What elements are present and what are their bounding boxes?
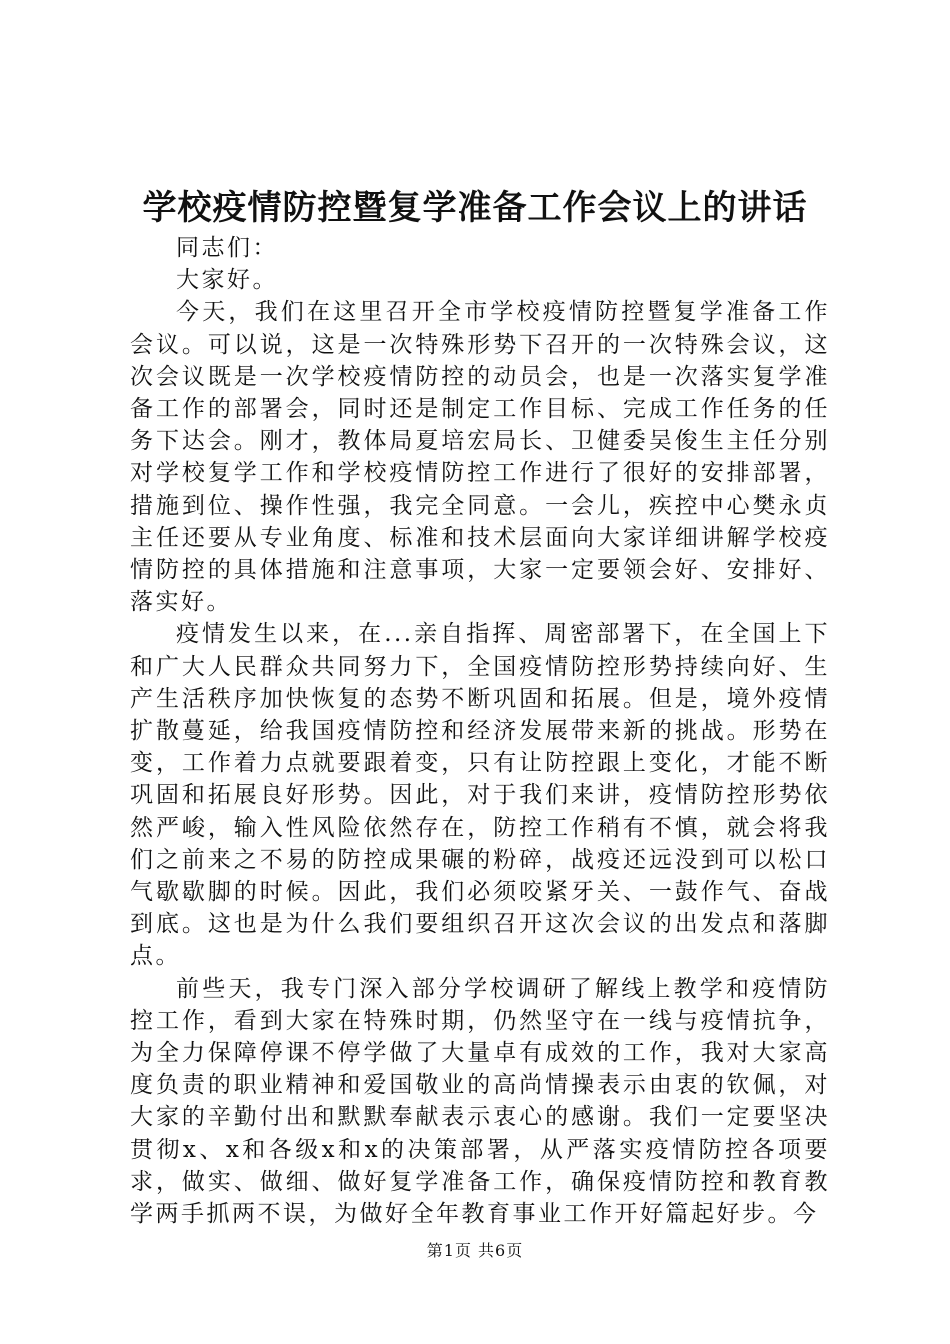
paragraph-1: 今天，我们在这里召开全市学校疫情防控暨复学准备工作会议。可以说，这是一次特殊形势下召开的一次特殊会议，这次会议既是一次学校疫情防控的动员会，也是一次落实复学准备工作的部署会，同时还是制定工作目标、完成工作任务的任务下达会。刚才，教体局夏培宏局长、卫健委吴俊生主任分别对学校复学工作和学校疫情防控工作进行了很好的安排部署，措施到位、操作性强，我完全同意。一会儿，疾控中心樊永贞主任还要从专业角度、标准和技术层面向大家详细讲解学校疫情防控的具体措施和注意事项，大家一定要领会好、安排好、落实好。 <box>130 299 830 616</box>
paragraph-3: 前些天，我专门深入部分学校调研了解线上教学和疫情防控工作，看到大家在特殊时期，仍然坚守在一线与疫情抗争，为全力保障停课不停学做了大量卓有成效的工作，我对大家高度负责的职业精神和爱国敬业的高尚情操表示由衷的钦佩，对大家的辛勤付出和默默奉献表示衷心的感谢。我们一定要坚决贯彻x、x和各级x和x的决策部署，从严落实疫情防控各项要求，做实、做细、做好复学准备工作，确保疫情防控和教育教学两手抓两不误，为做好全年教育事业工作开好篇起好步。今 <box>130 975 830 1228</box>
page-number-footer: 第1页 共6页 <box>426 1241 524 1260</box>
document-title: 学校疫情防控暨复学准备工作会议上的讲话 <box>142 188 808 228</box>
greeting: 大家好。 <box>176 267 278 294</box>
document-body <box>130 232 830 1230</box>
paragraph-2: 疫情发生以来，在...亲自指挥、周密部署下，在全国上下和广大人民群众共同努力下，全国疫情防控形势持续向好、生产生活秩序加快恢复的态势不断巩固和拓展。但是，境外疫情扩散蔓延，给我国疫情防控和经济发展带来新的挑战。形势在变，工作着力点就要跟着变，只有让防控跟上变化，才能不断巩固和拓展良好形势。因此，对于我们来讲，疫情防控形势依然严峻，输入性风险依然存在，防控工作稍有不慎，就会将我们之前来之不易的防控成果碾的粉碎，战疫还远没到可以松口气歇歇脚的时候。因此，我们必须咬紧牙关、一鼓作气、奋战到底。这也是为什么我们要组织召开这次会议的出发点和落脚点。 <box>130 621 830 970</box>
salutation: 同志们： <box>176 235 278 261</box>
